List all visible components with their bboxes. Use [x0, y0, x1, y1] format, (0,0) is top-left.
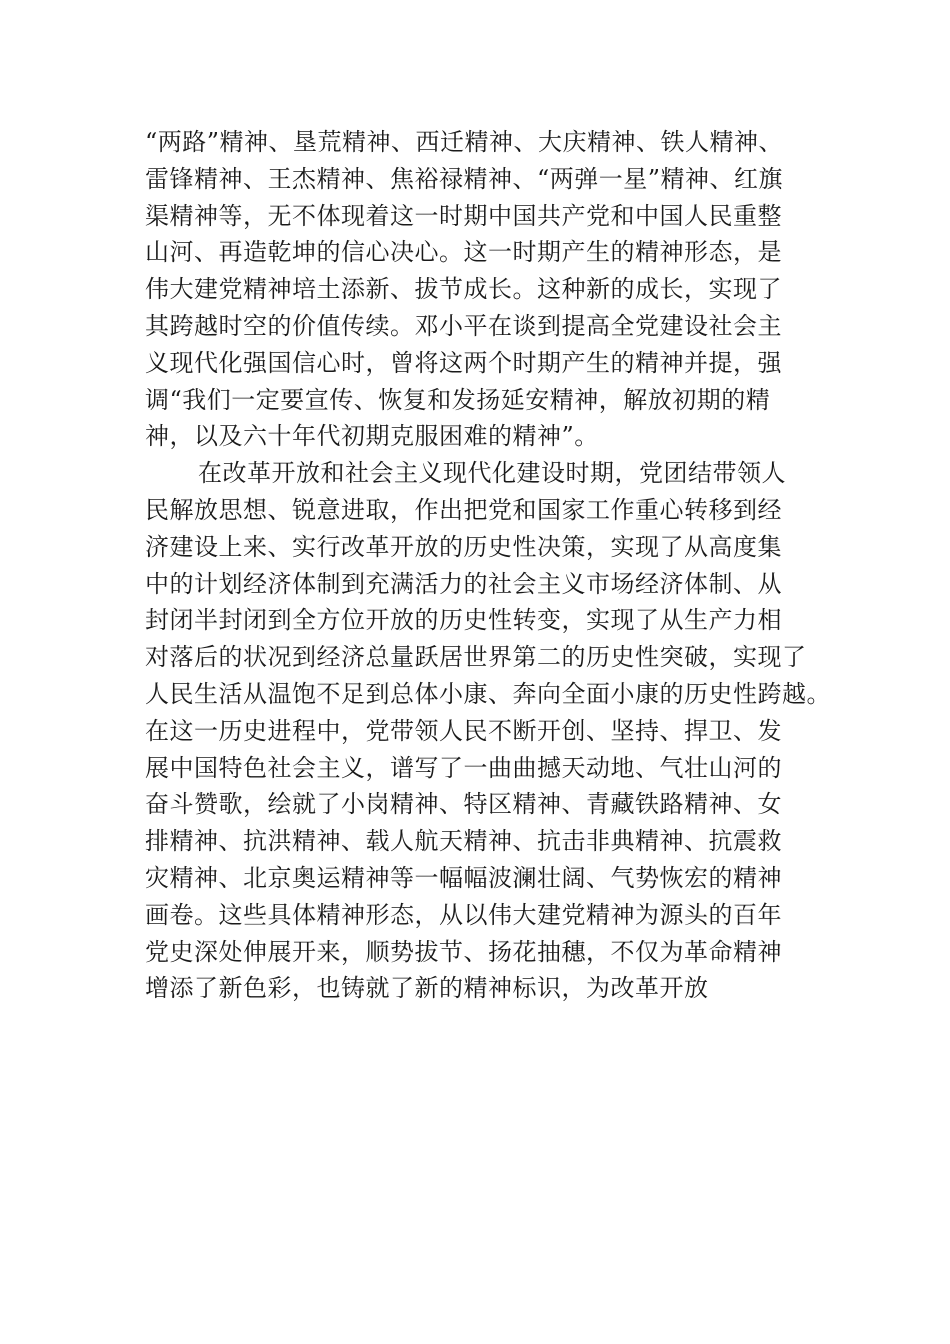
- text-line: 民解放思想、锐意进取，作出把党和国家工作重心转移到经: [145, 495, 782, 524]
- text-line: 伟大建党精神培土添新、拔节成长。这种新的成长，实现了: [145, 275, 782, 304]
- text-line: “两路”精神、垦荒精神、西迁精神、大庆精神、铁人精神、: [145, 128, 784, 156]
- text-line: 对落后的状况到经济总量跃居世界第二的历史性突破，实现了: [145, 643, 807, 672]
- text-line: 奋斗赞歌，绘就了小岗精神、特区精神、青藏铁路精神、女: [145, 790, 782, 819]
- text-line: 中的计划经济体制到充满活力的社会主义市场经济体制、从: [145, 569, 782, 598]
- text-line: 在这一历史进程中，党带领人民不断开创、坚持、捍卫、发: [145, 716, 782, 745]
- text-line: 排精神、抗洪精神、载人航天精神、抗击非典精神、抗震救: [145, 827, 782, 856]
- text-line: 山河、再造乾坤的信心决心。这一时期产生的精神形态，是: [145, 238, 782, 267]
- paragraph-start-line: 在改革开放和社会主义现代化建设时期，党团结带领人: [198, 459, 786, 488]
- text-line: 封闭半封闭到全方位开放的历史性转变，实现了从生产力相: [145, 606, 782, 635]
- text-line: 雷锋精神、王杰精神、焦裕禄精神、“两弹一星”精神、红旗: [145, 164, 784, 193]
- text-line: 画卷。这些具体精神形态，从以伟大建党精神为源头的百年: [145, 900, 782, 929]
- text-line: 渠精神等，无不体现着这一时期中国共产党和中国人民重整: [145, 201, 782, 230]
- text-line: 济建设上来、实行改革开放的历史性决策，实现了从高度集: [145, 532, 782, 561]
- text-line: 人民生活从温饱不足到总体小康、奔向全面小康的历史性跨越。: [145, 679, 831, 708]
- text-line: 展中国特色社会主义，谱写了一曲曲撼天动地、气壮山河的: [145, 753, 782, 782]
- text-line: 义现代化强国信心时，曾将这两个时期产生的精神并提，强: [145, 348, 782, 377]
- body-text: [145, 124, 845, 1007]
- text-line: 党史深处伸展开来，顺势拔节、扬花抽穗，不仅为革命精神: [145, 937, 782, 966]
- text-line: 调“我们一定要宣传、恢复和发扬延安精神，解放初期的精: [145, 385, 771, 414]
- text-line: 灾精神、北京奥运精神等一幅幅波澜壮阔、气势恢宏的精神: [145, 863, 782, 892]
- text-line: 神，以及六十年代初期克服困难的精神”。: [145, 422, 599, 451]
- text-line: 其跨越时空的价值传续。邓小平在谈到提高全党建设社会主: [145, 311, 782, 340]
- text-line: 增添了新色彩，也铸就了新的精神标识，为改革开放: [145, 974, 709, 1003]
